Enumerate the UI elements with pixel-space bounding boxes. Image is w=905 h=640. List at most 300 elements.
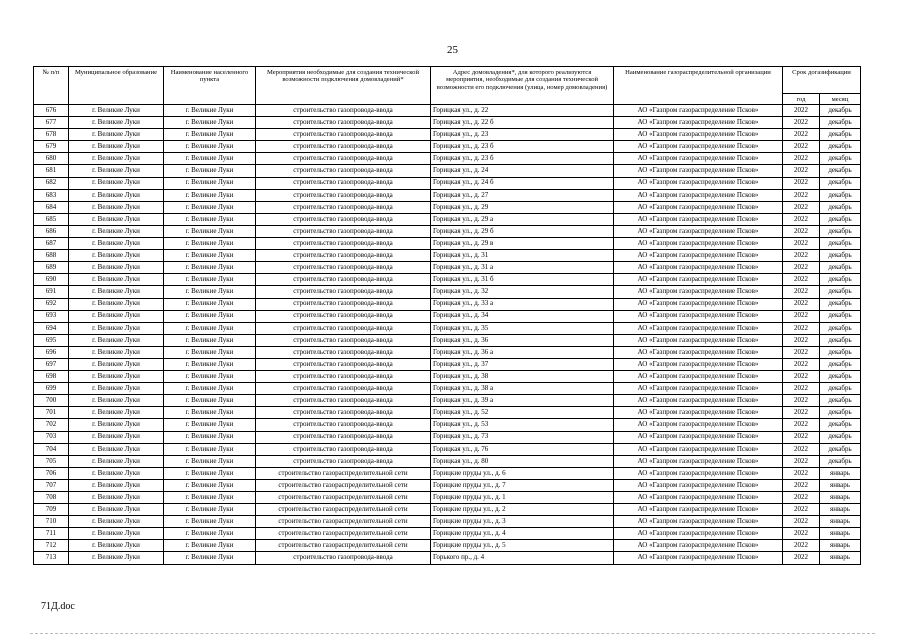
cell-municipality: г. Великие Луки [69,298,164,310]
cell-address: Горицкая ул., д. 39 а [431,395,614,407]
cell-year: 2022 [783,213,820,225]
table-row [34,322,861,334]
cell-num: 705 [34,455,69,467]
cell-address: Горицкая ул., д. 29 а [431,213,614,225]
cell-measure: строительство газопровода-ввода [256,334,431,346]
cell-organization: АО «Газпром газораспределение Псков» [614,552,783,564]
cell-measure: строительство газопровода-ввода [256,177,431,189]
cell-measure: строительство газораспределительной сети [256,516,431,528]
cell-num: 711 [34,528,69,540]
cell-address: Горицкая ул., д. 76 [431,443,614,455]
header-municipality: Муниципальное образование [69,67,164,105]
cell-address: Горицкие пруды ул., д. 3 [431,516,614,528]
cell-municipality: г. Великие Луки [69,443,164,455]
cell-month: декабрь [820,455,861,467]
cell-year: 2022 [783,516,820,528]
table-row [34,407,861,419]
cell-address: Горицкая ул., д. 73 [431,431,614,443]
cell-measure: строительство газораспределительной сети [256,504,431,516]
cell-year: 2022 [783,407,820,419]
table-row [34,504,861,516]
gasification-table [33,66,861,565]
cell-year: 2022 [783,274,820,286]
cell-municipality: г. Великие Луки [69,540,164,552]
cell-organization: АО «Газпром газораспределение Псков» [614,201,783,213]
table-row [34,213,861,225]
cell-address: Горицкая ул., д. 38 [431,371,614,383]
cell-month: декабрь [820,334,861,346]
cell-organization: АО «Газпром газораспределение Псков» [614,262,783,274]
cell-year: 2022 [783,201,820,213]
cell-num: 685 [34,213,69,225]
cell-year: 2022 [783,455,820,467]
cell-municipality: г. Великие Луки [69,262,164,274]
cell-year: 2022 [783,238,820,250]
cell-month: декабрь [820,286,861,298]
cell-year: 2022 [783,492,820,504]
cell-month: декабрь [820,189,861,201]
cell-num: 679 [34,141,69,153]
cell-month: декабрь [820,395,861,407]
cell-measure: строительство газопровода-ввода [256,250,431,262]
cell-month: декабрь [820,310,861,322]
cell-address: Горицкая ул., д. 27 [431,189,614,201]
cell-settlement: г. Великие Луки [164,177,256,189]
cell-organization: АО «Газпром газораспределение Псков» [614,105,783,117]
cell-address: Горицкая ул., д. 36 [431,334,614,346]
table-row [34,516,861,528]
table-row [34,334,861,346]
cell-month: декабрь [820,371,861,383]
cell-measure: строительство газопровода-ввода [256,286,431,298]
cell-year: 2022 [783,129,820,141]
cell-year: 2022 [783,358,820,370]
cell-month: январь [820,516,861,528]
cell-organization: АО «Газпром газораспределение Псков» [614,528,783,540]
cell-address: Горицкая ул., д. 53 [431,419,614,431]
cell-settlement: г. Великие Луки [164,383,256,395]
cell-num: 686 [34,225,69,237]
cell-address: Горицкая ул., д. 33 а [431,298,614,310]
cell-num: 700 [34,395,69,407]
cell-organization: АО «Газпром газораспределение Псков» [614,165,783,177]
cell-address: Горицкая ул., д. 23 б [431,141,614,153]
cell-month: январь [820,467,861,479]
cell-organization: АО «Газпром газораспределение Псков» [614,504,783,516]
cell-measure: строительство газопровода-ввода [256,117,431,129]
table-row [34,117,861,129]
cell-settlement: г. Великие Луки [164,516,256,528]
cell-num: 713 [34,552,69,564]
cell-year: 2022 [783,165,820,177]
cell-address: Горицкая ул., д. 32 [431,286,614,298]
cell-municipality: г. Великие Луки [69,141,164,153]
cell-organization: АО «Газпром газораспределение Псков» [614,250,783,262]
cell-num: 694 [34,322,69,334]
cell-year: 2022 [783,298,820,310]
cell-measure: строительство газопровода-ввода [256,189,431,201]
cell-address: Горицкая ул., д. 31 а [431,262,614,274]
cell-year: 2022 [783,225,820,237]
cell-address: Горицкая ул., д. 29 [431,201,614,213]
cell-year: 2022 [783,153,820,165]
cell-settlement: г. Великие Луки [164,238,256,250]
table-row [34,528,861,540]
table-row [34,443,861,455]
cell-year: 2022 [783,431,820,443]
cell-year: 2022 [783,443,820,455]
cell-year: 2022 [783,334,820,346]
cell-num: 678 [34,129,69,141]
cell-organization: АО «Газпром газораспределение Псков» [614,189,783,201]
cell-month: январь [820,552,861,564]
cell-settlement: г. Великие Луки [164,407,256,419]
cell-municipality: г. Великие Луки [69,129,164,141]
cell-month: декабрь [820,105,861,117]
cell-organization: АО «Газпром газораспределение Псков» [614,395,783,407]
cell-year: 2022 [783,552,820,564]
cell-municipality: г. Великие Луки [69,213,164,225]
cell-month: декабрь [820,165,861,177]
cell-measure: строительство газопровода-ввода [256,213,431,225]
cell-settlement: г. Великие Луки [164,117,256,129]
cell-address: Горицкие пруды ул., д. 1 [431,492,614,504]
table-row [34,431,861,443]
cell-measure: строительство газопровода-ввода [256,262,431,274]
cell-organization: АО «Газпром газораспределение Псков» [614,274,783,286]
cell-address: Горицкая ул., д. 80 [431,455,614,467]
cell-municipality: г. Великие Луки [69,371,164,383]
cell-year: 2022 [783,479,820,491]
cell-municipality: г. Великие Луки [69,201,164,213]
cell-measure: строительство газопровода-ввода [256,395,431,407]
cell-organization: АО «Газпром газораспределение Псков» [614,371,783,383]
cell-organization: АО «Газпром газораспределение Псков» [614,407,783,419]
cell-num: 695 [34,334,69,346]
table-row [34,346,861,358]
cell-num: 690 [34,274,69,286]
cell-organization: АО «Газпром газораспределение Псков» [614,358,783,370]
cell-municipality: г. Великие Луки [69,492,164,504]
cell-year: 2022 [783,189,820,201]
table-row [34,358,861,370]
cell-year: 2022 [783,467,820,479]
cell-num: 680 [34,153,69,165]
cell-measure: строительство газопровода-ввода [256,346,431,358]
cell-organization: АО «Газпром газораспределение Псков» [614,492,783,504]
cell-month: декабрь [820,141,861,153]
cell-num: 699 [34,383,69,395]
table-row [34,492,861,504]
cell-organization: АО «Газпром газораспределение Псков» [614,153,783,165]
cell-num: 693 [34,310,69,322]
cell-num: 712 [34,540,69,552]
cell-municipality: г. Великие Луки [69,165,164,177]
table-row [34,383,861,395]
cell-settlement: г. Великие Луки [164,189,256,201]
cell-num: 692 [34,298,69,310]
cell-municipality: г. Великие Луки [69,467,164,479]
cell-municipality: г. Великие Луки [69,346,164,358]
cell-num: 708 [34,492,69,504]
cell-settlement: г. Великие Луки [164,431,256,443]
cell-num: 683 [34,189,69,201]
document-filename: 71Д.doc [41,601,75,612]
cell-measure: строительство газопровода-ввода [256,141,431,153]
cell-municipality: г. Великие Луки [69,274,164,286]
cell-municipality: г. Великие Луки [69,455,164,467]
cell-measure: строительство газопровода-ввода [256,419,431,431]
table-row [34,165,861,177]
table-row [34,540,861,552]
cell-year: 2022 [783,322,820,334]
cell-measure: строительство газопровода-ввода [256,455,431,467]
table-row [34,201,861,213]
cell-settlement: г. Великие Луки [164,250,256,262]
cell-measure: строительство газопровода-ввода [256,274,431,286]
cell-measure: строительство газопровода-ввода [256,298,431,310]
cell-num: 698 [34,371,69,383]
cell-settlement: г. Великие Луки [164,298,256,310]
cell-measure: строительство газопровода-ввода [256,238,431,250]
cell-address: Горицкая ул., д. 36 а [431,346,614,358]
cell-municipality: г. Великие Луки [69,153,164,165]
header-year: год [783,94,820,105]
cell-organization: АО «Газпром газораспределение Псков» [614,310,783,322]
cell-settlement: г. Великие Луки [164,419,256,431]
table-row [34,479,861,491]
table-row [34,250,861,262]
cell-organization: АО «Газпром газораспределение Псков» [614,467,783,479]
cell-settlement: г. Великие Луки [164,274,256,286]
cell-year: 2022 [783,383,820,395]
cell-settlement: г. Великие Луки [164,528,256,540]
cell-measure: строительство газораспределительной сети [256,528,431,540]
cell-address: Горицкая ул., д. 24 б [431,177,614,189]
cell-municipality: г. Великие Луки [69,225,164,237]
cell-municipality: г. Великие Луки [69,250,164,262]
table-row [34,225,861,237]
cell-month: декабрь [820,250,861,262]
cell-measure: строительство газопровода-ввода [256,358,431,370]
cell-municipality: г. Великие Луки [69,528,164,540]
table-row [34,419,861,431]
cell-organization: АО «Газпром газораспределение Псков» [614,213,783,225]
bottom-divider [30,633,875,634]
cell-address: Горького пр., д. 4 [431,552,614,564]
cell-address: Горицкая ул., д. 29 в [431,238,614,250]
cell-organization: АО «Газпром газораспределение Псков» [614,443,783,455]
cell-organization: АО «Газпром газораспределение Псков» [614,225,783,237]
cell-municipality: г. Великие Луки [69,117,164,129]
cell-year: 2022 [783,346,820,358]
cell-organization: АО «Газпром газораспределение Псков» [614,117,783,129]
cell-address: Горицкая ул., д. 29 б [431,225,614,237]
cell-address: Горицкая ул., д. 35 [431,322,614,334]
cell-municipality: г. Великие Луки [69,238,164,250]
cell-month: декабрь [820,346,861,358]
cell-year: 2022 [783,286,820,298]
cell-address: Горицкие пруды ул., д. 5 [431,540,614,552]
cell-measure: строительство газопровода-ввода [256,201,431,213]
cell-num: 688 [34,250,69,262]
cell-address: Горицкие пруды ул., д. 4 [431,528,614,540]
cell-municipality: г. Великие Луки [69,395,164,407]
cell-month: декабрь [820,419,861,431]
cell-num: 689 [34,262,69,274]
cell-settlement: г. Великие Луки [164,358,256,370]
cell-settlement: г. Великие Луки [164,443,256,455]
cell-num: 709 [34,504,69,516]
cell-measure: строительство газопровода-ввода [256,322,431,334]
cell-measure: строительство газопровода-ввода [256,129,431,141]
cell-num: 702 [34,419,69,431]
table-row [34,467,861,479]
cell-settlement: г. Великие Луки [164,395,256,407]
header-organization: Наименование газораспределительной организации [614,67,783,105]
table-row [34,189,861,201]
cell-year: 2022 [783,105,820,117]
cell-address: Горицкая ул., д. 37 [431,358,614,370]
cell-municipality: г. Великие Луки [69,189,164,201]
table-row [34,129,861,141]
header-term: Срок догазификации [783,67,861,94]
cell-num: 684 [34,201,69,213]
cell-year: 2022 [783,117,820,129]
cell-year: 2022 [783,177,820,189]
cell-settlement: г. Великие Луки [164,225,256,237]
page-number: 25 [447,44,458,56]
cell-municipality: г. Великие Луки [69,177,164,189]
cell-measure: строительство газораспределительной сети [256,492,431,504]
header-measures: Мероприятия необходимые для создания технической возможности подключения домовладений* [256,67,431,105]
cell-month: декабрь [820,298,861,310]
cell-num: 697 [34,358,69,370]
cell-municipality: г. Великие Луки [69,286,164,298]
cell-address: Горицкая ул., д. 52 [431,407,614,419]
cell-month: январь [820,492,861,504]
cell-municipality: г. Великие Луки [69,383,164,395]
cell-settlement: г. Великие Луки [164,322,256,334]
cell-month: декабрь [820,117,861,129]
table-body [34,105,861,565]
cell-organization: АО «Газпром газораспределение Псков» [614,238,783,250]
cell-organization: АО «Газпром газораспределение Псков» [614,540,783,552]
cell-num: 676 [34,105,69,117]
cell-municipality: г. Великие Луки [69,358,164,370]
cell-month: декабрь [820,431,861,443]
cell-num: 681 [34,165,69,177]
table-row [34,153,861,165]
cell-settlement: г. Великие Луки [164,141,256,153]
cell-municipality: г. Великие Луки [69,105,164,117]
cell-measure: строительство газопровода-ввода [256,443,431,455]
cell-month: январь [820,528,861,540]
cell-settlement: г. Великие Луки [164,346,256,358]
cell-month: декабрь [820,322,861,334]
cell-organization: АО «Газпром газораспределение Псков» [614,322,783,334]
cell-organization: АО «Газпром газораспределение Псков» [614,479,783,491]
cell-settlement: г. Великие Луки [164,371,256,383]
cell-measure: строительство газопровода-ввода [256,383,431,395]
cell-year: 2022 [783,419,820,431]
cell-num: 696 [34,346,69,358]
cell-settlement: г. Великие Луки [164,105,256,117]
cell-municipality: г. Великие Луки [69,322,164,334]
cell-year: 2022 [783,141,820,153]
cell-month: декабрь [820,407,861,419]
cell-municipality: г. Великие Луки [69,310,164,322]
table-row [34,310,861,322]
cell-year: 2022 [783,540,820,552]
cell-municipality: г. Великие Луки [69,504,164,516]
cell-address: Горицкая ул., д. 22 [431,105,614,117]
cell-address: Горицкие пруды ул., д. 2 [431,504,614,516]
cell-organization: АО «Газпром газораспределение Псков» [614,346,783,358]
cell-num: 703 [34,431,69,443]
cell-settlement: г. Великие Луки [164,129,256,141]
cell-settlement: г. Великие Луки [164,213,256,225]
cell-year: 2022 [783,528,820,540]
cell-month: декабрь [820,129,861,141]
cell-address: Горицкая ул., д. 22 б [431,117,614,129]
cell-settlement: г. Великие Луки [164,540,256,552]
cell-measure: строительство газопровода-ввода [256,310,431,322]
cell-year: 2022 [783,310,820,322]
header-address: Адрес домовладения*, для которого реализуются мероприятия, необходимые для создания технической возможности его подключения (улица, номер домовладения) [431,67,614,105]
cell-settlement: г. Великие Луки [164,334,256,346]
cell-num: 677 [34,117,69,129]
table-row [34,141,861,153]
cell-address: Горицкие пруды ул., д. 6 [431,467,614,479]
cell-month: декабрь [820,153,861,165]
table-row [34,395,861,407]
cell-month: январь [820,479,861,491]
header-num: № п/п [34,67,69,105]
cell-month: январь [820,504,861,516]
header-settlement: Наименование населенного пункта [164,67,256,105]
cell-settlement: г. Великие Луки [164,467,256,479]
cell-organization: АО «Газпром газораспределение Псков» [614,141,783,153]
cell-month: декабрь [820,177,861,189]
cell-organization: АО «Газпром газораспределение Псков» [614,431,783,443]
table-row [34,177,861,189]
cell-year: 2022 [783,395,820,407]
cell-month: декабрь [820,262,861,274]
cell-organization: АО «Газпром газораспределение Псков» [614,129,783,141]
cell-measure: строительство газопровода-ввода [256,165,431,177]
table-row [34,105,861,117]
cell-year: 2022 [783,262,820,274]
cell-municipality: г. Великие Луки [69,407,164,419]
cell-measure: строительство газопровода-ввода [256,153,431,165]
cell-address: Горицкая ул., д. 31 б [431,274,614,286]
cell-measure: строительство газопровода-ввода [256,105,431,117]
cell-month: декабрь [820,274,861,286]
cell-address: Горицкая ул., д. 23 б [431,153,614,165]
cell-organization: АО «Газпром газораспределение Псков» [614,516,783,528]
cell-num: 707 [34,479,69,491]
cell-address: Горицкие пруды ул., д. 7 [431,479,614,491]
cell-municipality: г. Великие Луки [69,479,164,491]
table-row [34,274,861,286]
cell-measure: строительство газораспределительной сети [256,479,431,491]
cell-municipality: г. Великие Луки [69,419,164,431]
cell-organization: АО «Газпром газораспределение Псков» [614,286,783,298]
cell-num: 710 [34,516,69,528]
cell-address: Горицкая ул., д. 34 [431,310,614,322]
table-row [34,298,861,310]
